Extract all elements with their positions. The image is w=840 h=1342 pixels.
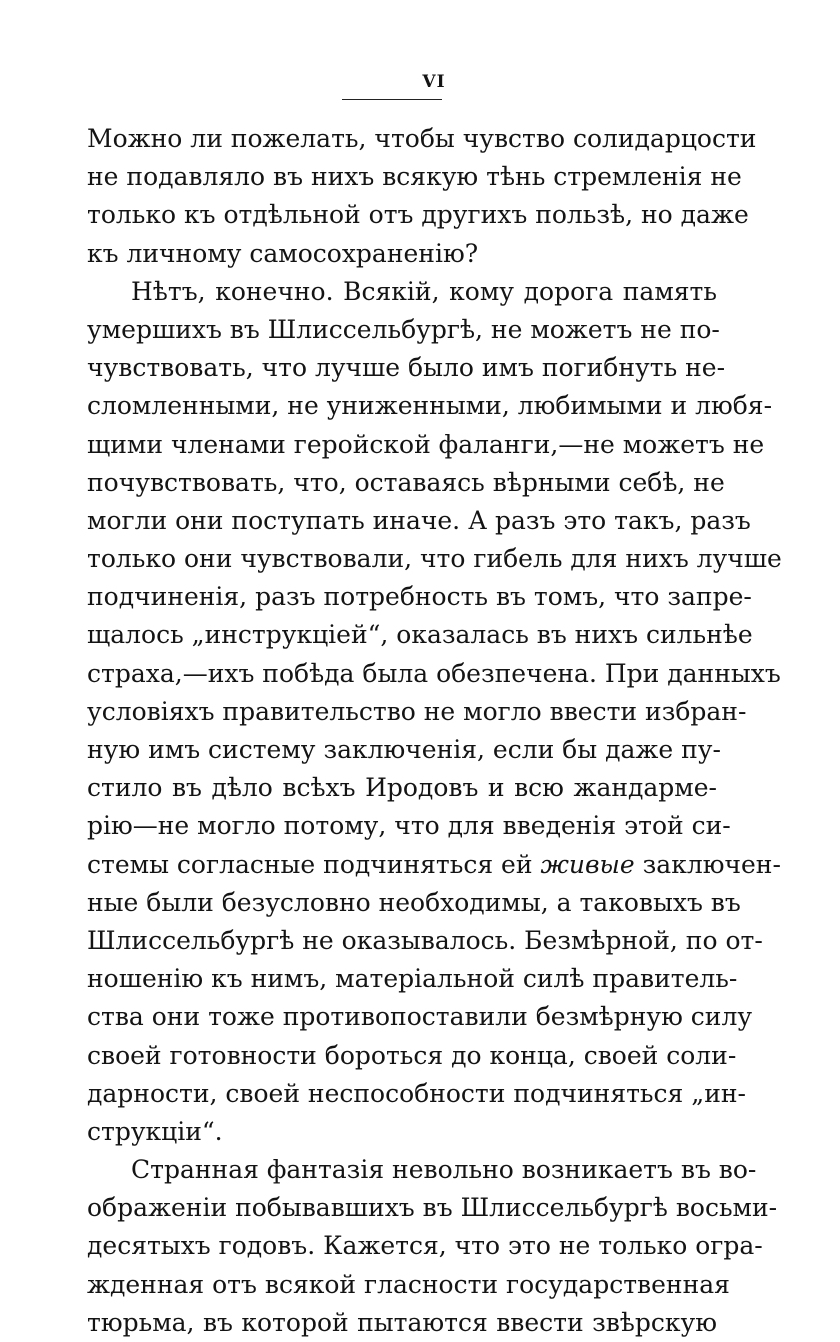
text-line: жденная отъ всякой гласности государственная [87, 1269, 730, 1299]
text-line: могли они поступать иначе. А разъ это такъ, разъ [87, 505, 751, 535]
paragraph-start-line: Нѣтъ, конечно. Всякій, кому дорога память [131, 276, 717, 306]
text-line: ства они тоже противопоставили безмѣрную силу [87, 1002, 753, 1032]
text-line: щими членами геройской фаланги,—не можетъ не [87, 429, 765, 459]
header-rule [342, 99, 442, 100]
text-line: Шлиссельбургѣ не оказывалось. Безмѣрной, по от- [87, 925, 763, 955]
paragraph-start-line: Странная фантазія невольно возникаетъ въ во- [131, 1155, 757, 1185]
line-text-before: стемы согласные подчиняться ей [87, 849, 541, 879]
text-line: стило въ дѣло всѣхъ Иродовъ и всю жандарме- [87, 773, 717, 803]
text-line: умершихъ въ Шлиссельбургѣ, не можетъ не по- [87, 314, 720, 344]
text-line: условіяхъ правительство не могло ввести избран- [87, 696, 747, 726]
emphasized-word: живые [540, 849, 635, 879]
text-line: дарности, своей неспособности подчиняться „ин- [87, 1078, 746, 1108]
text-line: чувствовать, что лучше было имъ погибнуть не- [87, 353, 726, 383]
text-line: ные были безусловно необходимы, а таковыхъ въ [87, 887, 741, 917]
page-number: VI [422, 72, 446, 92]
paragraph-end-line: струкціи“. [87, 1116, 223, 1146]
text-line-with-emphasis [87, 846, 781, 884]
line-text-after: заключен- [634, 849, 781, 879]
text-line: ную имъ систему заключенія, если бы даже пу- [87, 735, 721, 764]
text-line: только къ отдѣльной отъ другихъ пользѣ, но даже [87, 200, 749, 230]
text-line: ношенію къ нимъ, матеріальной силѣ правитель- [87, 964, 738, 994]
text-line: десятыхъ годовъ. Кажется, что это не только огра- [87, 1231, 763, 1261]
text-line: почувствовать, что, оставаясь вѣрными себѣ, не [87, 467, 725, 497]
text-line: ображеніи побывавшихъ въ Шлиссельбургѣ восьми- [87, 1193, 778, 1223]
paragraph-end-line: къ личному самосохраненію? [87, 238, 479, 268]
text-line: подчиненія, разъ потребность въ томъ, что запре- [87, 582, 752, 612]
text-line: щалось „инструкціей“, оказалась въ нихъ сильнѣе [87, 620, 753, 650]
text-line: страха,—ихъ побѣда была обезпечена. При данныхъ [87, 658, 781, 688]
text-line: сломленными, не униженными, любимыми и любя- [87, 391, 773, 421]
text-line: рію—не могло потому, что для введенія этой си- [87, 811, 731, 841]
text-line: только они чувствовали, что гибель для нихъ лучше [87, 544, 782, 574]
body-text [87, 120, 782, 1342]
text-line: Можно ли пожелать, чтобы чувство солидарцости [87, 124, 757, 153]
text-line: тюрьма, въ которой пытаются ввести звѣрскую [87, 1307, 717, 1337]
text-line: своей готовности бороться до конца, своей соли- [87, 1040, 737, 1070]
text-line: не подавляло въ нихъ всякую тѣнь стремленія не [87, 162, 742, 192]
